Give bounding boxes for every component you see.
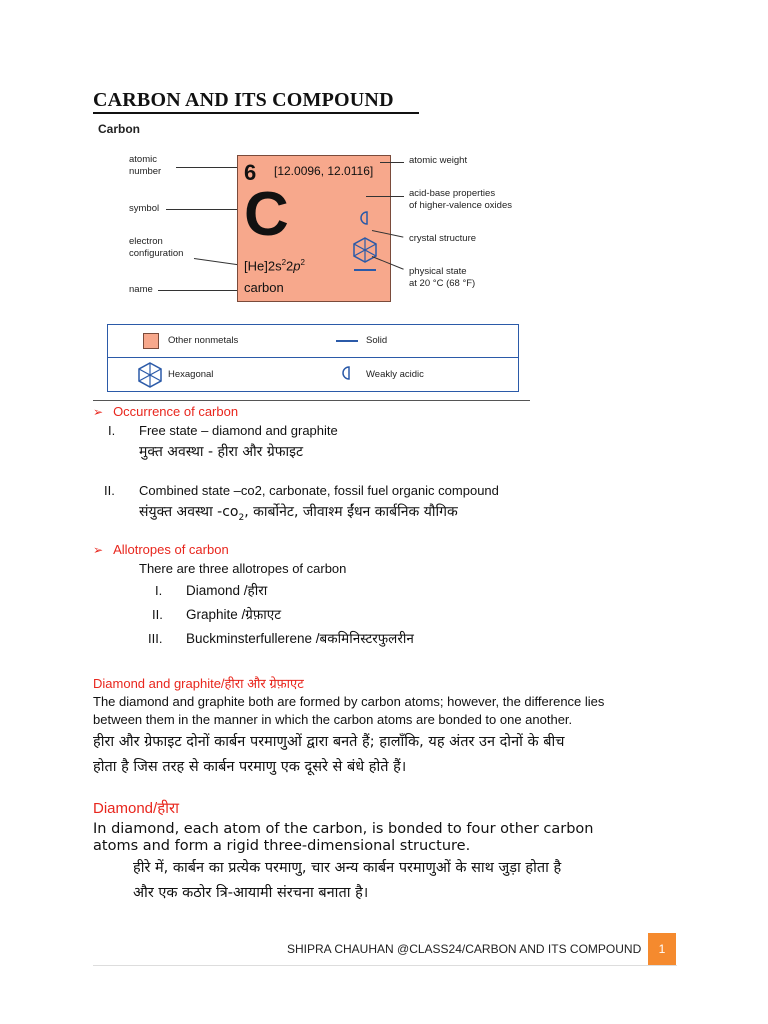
solid-state-icon <box>354 269 376 271</box>
page-number: 1 <box>648 933 676 965</box>
carbon-element-figure <box>94 120 526 398</box>
figure-bottom-rule <box>93 400 530 401</box>
allotrope-item-1: Diamond /हीरा <box>186 583 268 598</box>
label-acid-base: acid-base properties of higher-valence oxides <box>409 188 512 211</box>
occurrence-item-1-en: Free state – diamond and graphite <box>139 423 338 438</box>
allotropes-intro: There are three allotropes of carbon <box>139 561 347 576</box>
allotrope-num-3: III. <box>148 631 163 646</box>
legend-solid-icon <box>336 340 358 342</box>
diamond-graphite-heading: Diamond and graphite/हीरा और ग्रेफ़ाएट <box>93 676 304 691</box>
label-crystal-structure: crystal structure <box>409 233 477 244</box>
element-symbol: C <box>244 180 289 249</box>
leader-symbol <box>166 209 240 210</box>
atomic-number: 6 <box>244 160 257 185</box>
page-title: CARBON AND ITS COMPOUND <box>93 89 394 111</box>
weakly-acidic-icon <box>358 210 372 226</box>
leader-name <box>158 290 240 291</box>
diamond-graphite-hi: हीरा और ग्रेफाइट दोनों कार्बन परमाणुओं द्वारा बनते हैं; हालाँकि, यह अंतर उन दोनों के बीच होता है जिस तरह से कार्बन परमाणु एक दूसरे से बंधे होते हैं। <box>93 734 565 775</box>
arrow-bullet-icon: ➢ <box>93 543 104 557</box>
legend-solid: Solid <box>366 335 388 346</box>
legend-hexagonal: Hexagonal <box>168 369 214 380</box>
allotrope-item-3: Buckminsterfullerene /बकमिनिस्टरफुलरीन <box>186 631 414 646</box>
label-atomic-weight: atomic weight <box>409 155 468 166</box>
occurrence-num-1: I. <box>108 423 116 438</box>
occurrence-heading: ➢ Occurrence of carbon <box>93 404 239 419</box>
label-name: name <box>129 284 153 295</box>
allotrope-item-2: Graphite /ग्रेफ़ाएट <box>186 607 282 622</box>
leader-acid-base <box>366 196 404 197</box>
label-physical-state: physical state at 20 °C (68 °F) <box>409 266 476 289</box>
legend-other-nonmetals: Other nonmetals <box>168 335 239 346</box>
diamond-graphite-en: The diamond and graphite both are formed by carbon atoms; however, the difference lies between them in the manner in which the carbon atoms are bonded to one another. <box>93 694 605 727</box>
footer-text: SHIPRA CHAUHAN @CLASS24/CARBON AND ITS COMPOUND <box>287 942 642 956</box>
label-electron-configuration: electron configuration <box>129 236 184 259</box>
title-underline <box>93 112 419 114</box>
hexagonal-crystal-icon <box>352 236 378 264</box>
occurrence-item-1-hi: मुक्त अवस्था - हीरा और ग्रेफाइट <box>139 444 304 460</box>
occurrence-item-2-en: Combined state –co2, carbonate, fossil fuel organic compound <box>139 483 499 498</box>
occurrence-num-2: II. <box>104 483 115 498</box>
figure-heading: Carbon <box>98 122 140 136</box>
legend-divider <box>108 357 518 358</box>
legend-hexagonal-icon <box>137 361 163 389</box>
diamond-heading: Diamond/हीरा <box>93 800 180 817</box>
allotropes-heading: ➢ Allotropes of carbon <box>93 542 229 557</box>
diamond-en: In diamond, each atom of the carbon, is bonded to four other carbon atoms and form a rigid three-dimensional structure. <box>93 821 594 854</box>
allotrope-num-2: II. <box>152 607 163 622</box>
element-tile <box>237 155 391 302</box>
figure-legend <box>107 324 519 392</box>
atomic-weight-value: [12.0096, 12.0116] <box>274 164 374 178</box>
label-atomic-number: atomic number <box>129 154 162 177</box>
electron-configuration: $[He]2s^22p^2$ <box>244 258 305 274</box>
arrow-bullet-icon: ➢ <box>93 405 104 419</box>
element-name: carbon <box>244 280 284 295</box>
diamond-hi: हीरे में, कार्बन का प्रत्येक परमाणु, चार अन्य कार्बन परमाणुओं के साथ जुड़ा होता है और एक कठोर त्रि-आयामी संरचना बनाता है। <box>133 860 562 901</box>
occurrence-item-2-hi: संयुक्त अवस्था $-co_2$, कार्बोनेट, जीवाश्म ईंधन कार्बनिक यौगिक <box>139 504 458 523</box>
allotrope-num-1: I. <box>155 583 163 598</box>
leader-atomic-weight <box>380 162 404 163</box>
leader-atomic-number <box>176 167 240 168</box>
legend-weakly-acidic: Weakly acidic <box>366 369 424 380</box>
label-symbol: symbol <box>129 203 160 214</box>
nonmetals-swatch <box>143 333 159 349</box>
footer-rule <box>93 965 677 966</box>
legend-weakly-acidic-icon <box>340 365 354 381</box>
